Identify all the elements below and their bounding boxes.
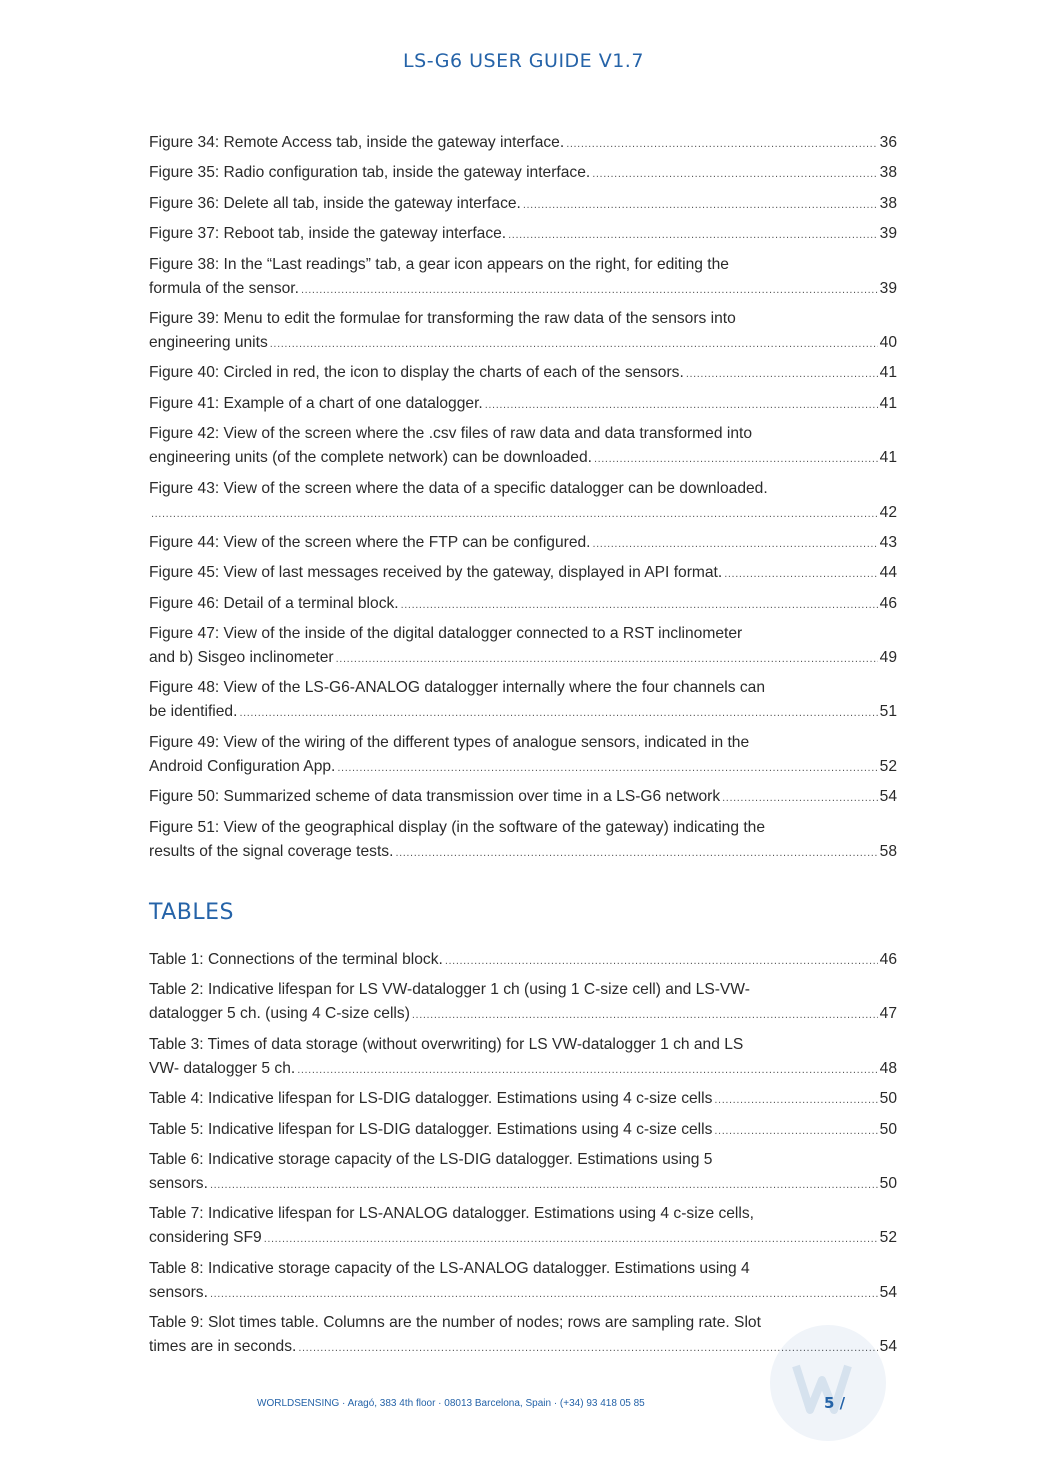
toc-entry[interactable]: Table 9: Slot times table. Columns are the number of nodes; rows are sampling rate. Slot times are in seconds. ..... 54 <box>149 1311 897 1360</box>
toc-entry[interactable]: Figure 46: Detail of a terminal block. ..... 46 <box>149 592 897 617</box>
section-heading-tables: TABLES <box>149 900 234 925</box>
tables-list <box>149 948 897 1366</box>
toc-entry[interactable]: Figure 40: Circled in red, the icon to display the charts of each of the sensors. ..... 41 <box>149 361 897 386</box>
toc-entry[interactable]: Figure 38: In the “Last readings” tab, a gear icon appears on the right, for editing the formula of the sensor. ..... 39 <box>149 253 897 302</box>
page-header-title: LS-G6 USER GUIDE V1.7 <box>403 50 644 72</box>
toc-entry[interactable]: Figure 47: View of the inside of the digital datalogger connected to a RST inclinometer and b) Sisgeo inclinometer ..... 49 <box>149 622 897 671</box>
figures-list <box>149 131 897 870</box>
toc-entry[interactable]: Figure 45: View of last messages received by the gateway, displayed in API format. ..... 44 <box>149 561 897 586</box>
toc-entry[interactable]: Table 1: Connections of the terminal block. ..... 46 <box>149 948 897 973</box>
toc-entry[interactable]: Table 4: Indicative lifespan for LS-DIG datalogger. Estimations using 4 c-size cells ..... 50 <box>149 1087 897 1112</box>
toc-entry[interactable]: Figure 36: Delete all tab, inside the gateway interface. ..... 38 <box>149 192 897 217</box>
toc-entry[interactable]: Figure 37: Reboot tab, inside the gateway interface. ..... 39 <box>149 222 897 247</box>
toc-entry[interactable]: Table 8: Indicative storage capacity of the LS-ANALOG datalogger. Estimations using 4 sensors. ..... 54 <box>149 1257 897 1306</box>
toc-entry[interactable]: Figure 34: Remote Access tab, inside the gateway interface. ..... 36 <box>149 131 897 156</box>
toc-entry[interactable]: Figure 43: View of the screen where the data of a specific datalogger can be downloaded. ..... 42 <box>149 477 897 526</box>
toc-entry[interactable]: Figure 39: Menu to edit the formulae for transforming the raw data of the sensors into engineering units ..... 40 <box>149 307 897 356</box>
toc-entry[interactable]: Table 6: Indicative storage capacity of the LS-DIG datalogger. Estimations using 5 sensors. ..... 50 <box>149 1148 897 1197</box>
toc-entry[interactable]: Figure 41: Example of a chart of one datalogger. ..... 41 <box>149 392 897 417</box>
watermark-logo <box>758 1318 898 1448</box>
footer-address: WORLDSENSING · Aragó, 383 4th floor · 08013 Barcelona, Spain · (+34) 93 418 05 85 <box>257 1398 645 1409</box>
toc-entry[interactable]: Figure 42: View of the screen where the .csv files of raw data and data transformed into engineering units (of the complete network) can be downloaded. ..... 41 <box>149 422 897 471</box>
toc-entry[interactable]: Figure 44: View of the screen where the FTP can be configured. ..... 43 <box>149 531 897 556</box>
toc-entry[interactable]: Figure 35: Radio configuration tab, inside the gateway interface. ..... 38 <box>149 161 897 186</box>
toc-entry[interactable]: Figure 48: View of the LS-G6-ANALOG datalogger internally where the four channels can be identified. ..... 51 <box>149 676 897 725</box>
toc-entry[interactable]: Figure 50: Summarized scheme of data transmission over time in a LS-G6 network ..... 54 <box>149 785 897 810</box>
toc-entry[interactable]: Figure 49: View of the wiring of the different types of analogue sensors, indicated in the Android Configuration App. ..... 52 <box>149 731 897 780</box>
toc-entry[interactable]: Table 3: Times of data storage (without overwriting) for LS VW-datalogger 1 ch and LS VW- datalogger 5 ch. ..... 48 <box>149 1033 897 1082</box>
toc-entry[interactable]: Figure 51: View of the geographical display (in the software of the gateway) indicating the results of the signal coverage tests. ..... 58 <box>149 816 897 865</box>
footer-page-number: 5 / <box>824 1394 846 1412</box>
toc-entry[interactable]: Table 7: Indicative lifespan for LS-ANALOG datalogger. Estimations using 4 c-size cells, considering SF9 ..... 52 <box>149 1202 897 1251</box>
toc-entry[interactable]: Table 5: Indicative lifespan for LS-DIG datalogger. Estimations using 4 c-size cells ..... 50 <box>149 1118 897 1143</box>
toc-entry[interactable]: Table 2: Indicative lifespan for LS VW-datalogger 1 ch (using 1 C-size cell) and LS-VW- datalogger 5 ch. (using 4 C-size cells) ..... 47 <box>149 978 897 1027</box>
